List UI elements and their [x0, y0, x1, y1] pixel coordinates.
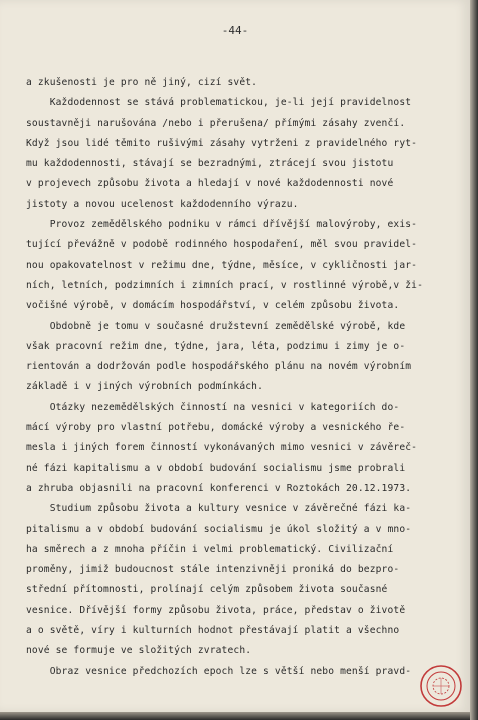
text-line: a o světě, víry i kulturních hodnot přestávají platit a všechno — [26, 625, 400, 637]
text-line: Každodennost se stává problematickou, je-li její pravidelnost — [26, 97, 412, 109]
text-line: vesnice. Dřívější formy způsobu života, práce, představ o životě — [26, 604, 406, 616]
text-line: v projevech způsobu života a hledají v nové každodennosti nové — [26, 178, 394, 190]
text-line: ních, letních, podzimních i zimních prací, v rostlinné výrobě,v ži- — [26, 279, 424, 291]
text-line: nou opakovatelnost v režimu dne, týdne, měsíce, v cykličnosti jar- — [26, 259, 418, 271]
text-line: tující převážně v podobě rodinného hospodaření, měl svou pravidel- — [26, 239, 418, 251]
text-line: Obraz vesnice předchozích epoch lze s větší nebo menší pravd- — [26, 665, 412, 677]
text-line: né fázi kapitalismu a v období budování socialismu jsme probrali — [26, 462, 406, 474]
text-line: a zhruba objasnili na pracovní konferenci v Roztokách 20.12.1973. — [26, 482, 412, 494]
text-line: ha směrech a z mnoha příčin i velmi problematický. Civilizační — [26, 543, 394, 555]
page-edge-shadow — [470, 0, 478, 720]
text-line: však pracovní režim dne, týdne, jara, léta, podzimu i zimy je o- — [26, 340, 406, 352]
page-bottom-shadow — [0, 712, 470, 720]
text-line: Studium způsobu života a kultury vesnice v závěrečné fázi ka- — [26, 503, 412, 515]
text-line: Když jsou lidé těmito rušivými zásahy vytrženi z pravidelného ryt- — [26, 137, 418, 149]
library-stamp — [419, 664, 463, 708]
text-line: Obdobně je tomu v současné družstevní zemědělské výrobě, kde — [26, 320, 406, 332]
text-line: vočišné výrobě, v domácím hospodářství, v celém způsobu života. — [26, 300, 400, 312]
text-line: Otázky nezemědělských činností na vesnici v kategoriích do- — [26, 401, 400, 413]
text-line: pitalismu a v období budování socialismu je úkol složitý a v mno- — [26, 523, 412, 535]
text-line: mesla i jiných forem činností vykonávaných mimo vesnici v závěreč- — [26, 442, 418, 454]
text-line: a zkušenosti je pro ně jiný, cizí svět. — [26, 77, 258, 88]
text-line: jistoty a novou ucelenost každodenního výrazu. — [26, 198, 299, 210]
text-line: proměny, jimiž budoucnost stále intenzivněji proniká do bezpro- — [26, 564, 400, 576]
text-line: základě i v jiných výrobních podmínkách. — [26, 381, 264, 393]
text-line: Provoz zemědělského podniku v rámci dřívější malovýroby, exis- — [26, 219, 418, 231]
text-line: mácí výroby pro vlastní potřebu, domácké výroby a vesnického ře- — [26, 422, 406, 434]
text-line: střední přítomnosti, prolínají celým způsobem života současné — [26, 584, 388, 596]
text-line: mu každodennosti, stávají se bezradnými, ztrácejí svou jistotu — [26, 158, 394, 170]
text-line: nové se formuje ve složitých zvratech. — [26, 645, 252, 657]
text-line: rientován a dodržován podle hospodářského plánu na novém výrobním — [26, 361, 412, 373]
typed-text-body — [26, 73, 462, 682]
text-line: soustavněji narušována /nebo i přerušena/ přímými zásahy zvenčí. — [26, 117, 406, 129]
page-number: -44- — [221, 24, 249, 37]
